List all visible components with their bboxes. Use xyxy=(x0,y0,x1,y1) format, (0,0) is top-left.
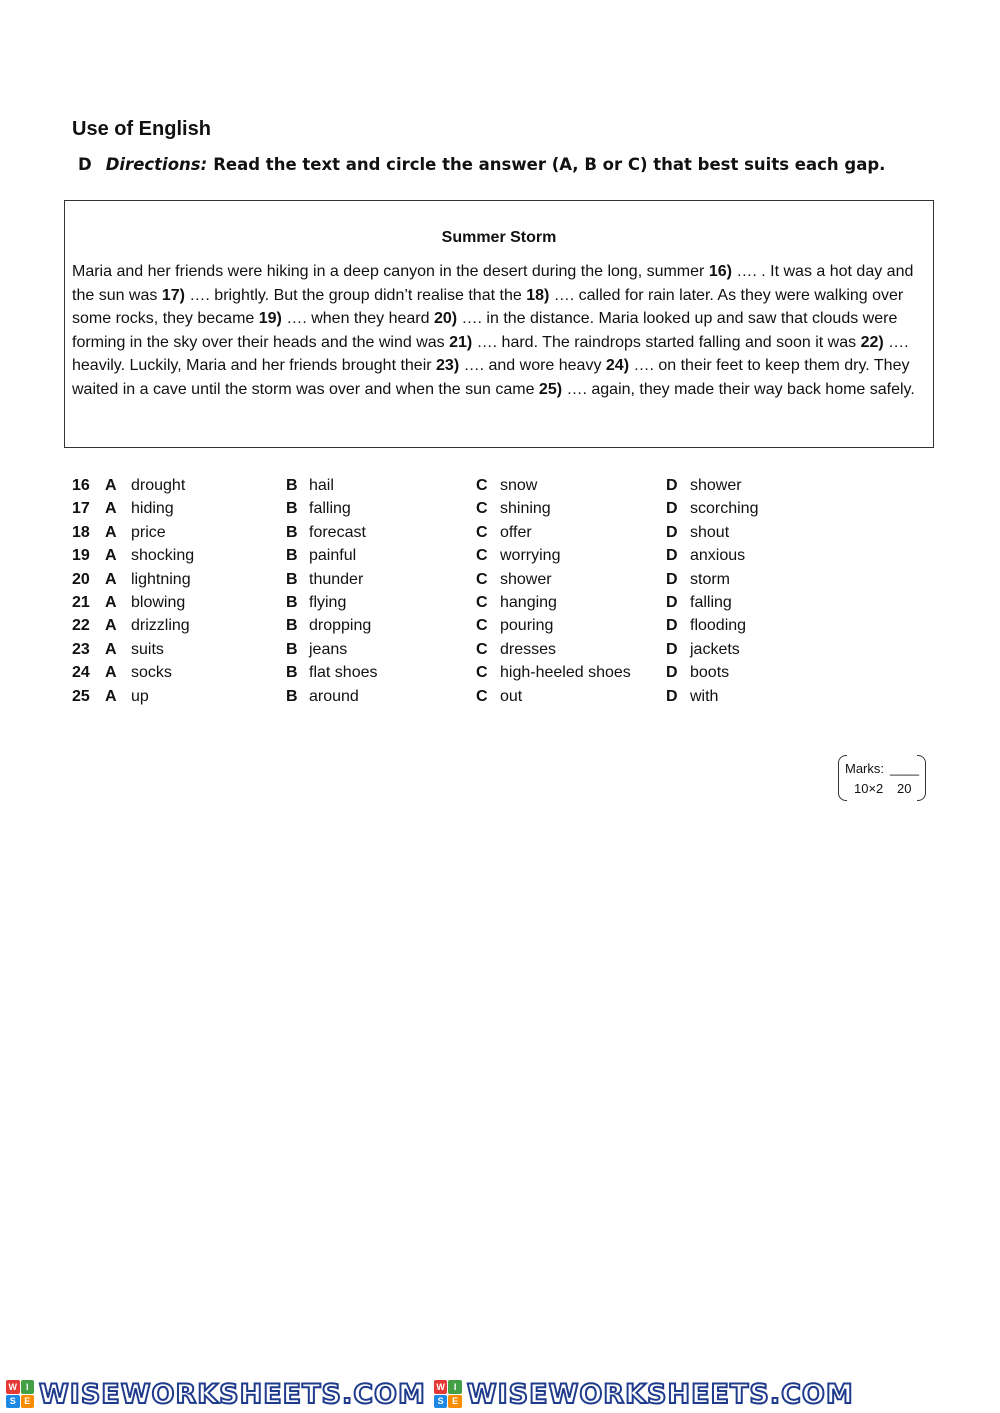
option-letter-b[interactable]: B xyxy=(286,664,298,682)
marks-label: Marks: xyxy=(845,761,884,776)
option-c[interactable]: dresses xyxy=(500,640,557,658)
option-b[interactable]: hail xyxy=(309,477,334,494)
option-letter-a[interactable]: A xyxy=(105,570,117,588)
passage-box xyxy=(64,200,934,448)
option-row xyxy=(72,544,932,567)
directions-line xyxy=(78,155,885,174)
option-a[interactable]: socks xyxy=(131,664,172,682)
option-letter-b[interactable]: B xyxy=(286,500,298,518)
option-letter-b[interactable]: B xyxy=(286,523,298,541)
logo-letter: S xyxy=(6,1395,20,1409)
logo-letter: E xyxy=(21,1395,35,1409)
passage-segment: …. heavily. Luckily, Maria and her friends brought their xyxy=(72,333,909,374)
question-number: 17 xyxy=(72,500,90,518)
question-number: 21 xyxy=(72,593,90,611)
option-letter-b[interactable]: B xyxy=(286,593,298,611)
passage-segment: …. hard. The raindrops started falling and soon it was xyxy=(472,333,861,351)
option-letter-a[interactable]: A xyxy=(105,523,117,541)
option-letter-a[interactable]: A xyxy=(105,477,117,494)
option-letter-b[interactable]: B xyxy=(286,640,298,658)
option-a[interactable]: drought xyxy=(131,477,186,494)
marks-total: 20 xyxy=(897,781,912,796)
option-b[interactable]: flying xyxy=(309,593,347,611)
option-letter-c[interactable]: C xyxy=(476,477,488,494)
question-number: 24 xyxy=(72,664,90,682)
option-letter-b[interactable]: B xyxy=(286,687,298,705)
option-d[interactable]: storm xyxy=(690,570,730,588)
question-number: 20 xyxy=(72,570,90,588)
option-row xyxy=(72,568,932,591)
option-letter-c[interactable]: C xyxy=(476,500,488,518)
directions-text: Read the text and circle the answer (A, B or C) that best suits each gap. xyxy=(213,155,886,174)
option-a[interactable]: price xyxy=(131,523,166,541)
footer-watermark xyxy=(0,1375,1000,1413)
gap-number: 19) xyxy=(258,310,282,327)
option-letter-c[interactable]: C xyxy=(476,617,488,635)
directions-label: Directions: xyxy=(105,155,208,174)
option-letter-d[interactable]: D xyxy=(666,687,678,705)
option-letter-a[interactable]: A xyxy=(105,617,117,635)
option-b[interactable]: jeans xyxy=(309,640,348,658)
passage-segment: …. on their feet to keep them dry. They waited in a cave until the storm was over and when the sun came xyxy=(72,357,910,398)
option-letter-a[interactable]: A xyxy=(105,547,117,565)
option-c[interactable]: shower xyxy=(500,570,552,588)
passage-segment: …. brightly. But the group didn’t realise that the xyxy=(184,286,527,304)
option-b[interactable]: around xyxy=(309,687,359,705)
option-letter-c[interactable]: C xyxy=(476,570,488,588)
option-a[interactable]: shocking xyxy=(131,547,195,565)
marks-blank: ____ xyxy=(890,761,919,776)
watermark-text: WISEWORKSHEETS.COM xyxy=(39,1378,426,1410)
answer-options-table xyxy=(72,474,932,708)
option-c[interactable]: pouring xyxy=(500,617,554,635)
passage-segment: …. again, they made their way back home safely. xyxy=(562,380,915,398)
option-letter-d[interactable]: D xyxy=(666,640,678,658)
option-row xyxy=(72,591,932,614)
option-letter-c[interactable]: C xyxy=(476,664,488,682)
question-number: 19 xyxy=(72,547,90,565)
option-letter-d[interactable]: D xyxy=(666,617,678,635)
option-letter-c[interactable]: C xyxy=(476,547,488,565)
question-number: 23 xyxy=(72,640,90,658)
option-letter-d[interactable]: D xyxy=(666,523,678,541)
option-d[interactable]: falling xyxy=(690,593,732,611)
logo-letter: I xyxy=(448,1380,462,1394)
logo-letter: E xyxy=(448,1395,462,1409)
option-letter-d[interactable]: D xyxy=(666,570,678,588)
option-letter-b[interactable]: B xyxy=(286,570,298,588)
option-d[interactable]: scorching xyxy=(690,500,759,518)
option-b[interactable]: falling xyxy=(309,500,351,518)
option-letter-a[interactable]: A xyxy=(105,593,117,611)
option-row xyxy=(72,614,932,637)
wise-logo-icon xyxy=(6,1380,34,1408)
option-b[interactable]: flat shoes xyxy=(309,664,378,682)
option-letter-c[interactable]: C xyxy=(476,593,488,611)
option-letter-d[interactable]: D xyxy=(666,664,678,682)
watermark-group xyxy=(6,1379,426,1410)
option-c[interactable]: worrying xyxy=(500,547,561,565)
option-a[interactable]: lightning xyxy=(131,570,191,588)
passage-text xyxy=(72,260,925,401)
option-letter-d[interactable]: D xyxy=(666,547,678,565)
option-letter-d[interactable]: D xyxy=(666,593,678,611)
gap-number: 23) xyxy=(436,357,460,374)
option-letter-a[interactable]: A xyxy=(105,687,117,705)
logo-letter: W xyxy=(6,1380,20,1394)
option-a[interactable]: hiding xyxy=(131,500,174,518)
option-d[interactable]: jackets xyxy=(690,640,740,658)
option-letter-c[interactable]: C xyxy=(476,523,488,541)
option-d[interactable]: anxious xyxy=(690,547,746,565)
question-number: 18 xyxy=(72,523,90,541)
option-d[interactable]: shower xyxy=(690,477,742,494)
option-row xyxy=(72,638,932,661)
option-d[interactable]: with xyxy=(690,687,719,705)
option-row xyxy=(72,521,932,544)
option-c[interactable]: snow xyxy=(500,477,538,494)
passage-segment: Maria and her friends were hiking in a deep canyon in the desert during the long, summer xyxy=(72,263,709,280)
option-letter-a[interactable]: A xyxy=(105,500,117,518)
option-a[interactable]: suits xyxy=(131,640,164,658)
gap-number: 21) xyxy=(449,333,473,351)
option-c[interactable]: out xyxy=(500,687,523,705)
option-b[interactable]: forecast xyxy=(309,523,366,541)
option-letter-d[interactable]: D xyxy=(666,477,678,494)
page-heading: Use of English xyxy=(72,118,211,140)
option-a[interactable]: drizzling xyxy=(131,617,190,635)
option-row xyxy=(72,497,932,520)
option-c[interactable]: high-heeled shoes xyxy=(500,664,631,682)
marks-box xyxy=(838,755,926,801)
option-row xyxy=(72,685,932,708)
option-letter-d[interactable]: D xyxy=(666,500,678,518)
option-letter-b[interactable]: B xyxy=(286,617,298,635)
marks-formula: 10×2 xyxy=(854,781,884,796)
passage-segment: …. . It was a hot day and the sun was xyxy=(72,263,914,304)
option-c[interactable]: offer xyxy=(500,523,532,541)
gap-number: 24) xyxy=(605,357,630,374)
option-letter-a[interactable]: A xyxy=(105,640,117,658)
gap-number: 18) xyxy=(526,286,550,304)
gap-number: 17) xyxy=(161,286,185,304)
watermark-text: WISEWORKSHEETS.COM xyxy=(466,1378,854,1410)
passage-segment: …. and wore heavy xyxy=(459,357,606,374)
question-number: 16 xyxy=(72,477,90,494)
option-letter-c[interactable]: C xyxy=(476,640,488,658)
logo-letter: S xyxy=(434,1395,448,1409)
question-number: 22 xyxy=(72,617,90,635)
section-letter: D xyxy=(78,155,92,174)
option-d[interactable]: shout xyxy=(690,523,730,541)
passage-segment: …. when they heard xyxy=(281,310,434,327)
option-row xyxy=(72,661,932,684)
option-c[interactable]: hanging xyxy=(500,593,557,611)
option-c[interactable]: shining xyxy=(500,500,551,518)
option-row xyxy=(72,474,932,497)
option-letter-b[interactable]: B xyxy=(286,547,298,565)
question-number: 25 xyxy=(72,687,90,705)
passage-segment: …. called for rain later. As they were walking over some rocks, they became xyxy=(72,286,904,327)
option-d[interactable]: flooding xyxy=(690,617,747,635)
logo-letter: I xyxy=(21,1380,35,1394)
option-b[interactable]: dropping xyxy=(309,617,372,635)
option-letter-c[interactable]: C xyxy=(476,687,488,705)
gap-number: 25) xyxy=(538,380,563,398)
gap-number: 16) xyxy=(708,263,732,280)
option-d[interactable]: boots xyxy=(690,664,730,682)
option-b[interactable]: thunder xyxy=(309,570,364,588)
passage-segment: …. in the distance. Maria looked up and saw that clouds were forming in the sky over their heads and the wind was xyxy=(72,310,898,351)
option-letter-a[interactable]: A xyxy=(105,664,117,682)
option-a[interactable]: up xyxy=(131,687,149,705)
watermark-group xyxy=(434,1379,854,1410)
option-a[interactable]: blowing xyxy=(131,593,186,611)
option-letter-b[interactable]: B xyxy=(286,477,298,494)
passage-title: Summer Storm xyxy=(441,229,557,246)
option-b[interactable]: painful xyxy=(309,547,357,565)
gap-number: 20) xyxy=(433,310,458,327)
logo-letter: W xyxy=(434,1380,448,1394)
wise-logo-icon xyxy=(434,1380,462,1408)
gap-number: 22) xyxy=(860,333,884,351)
